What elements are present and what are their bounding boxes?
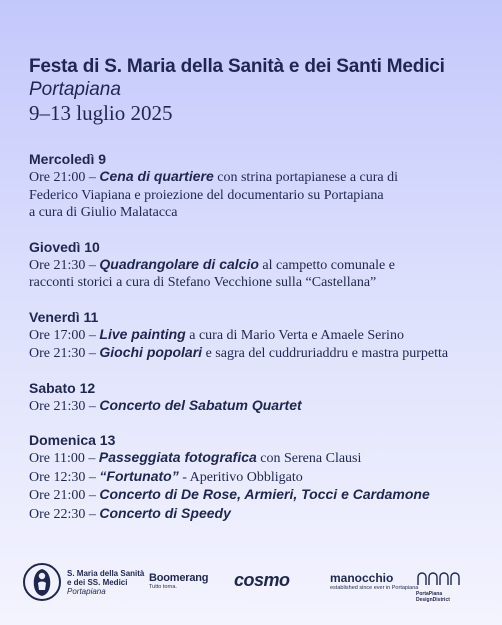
day-heading: Domenica 13 [29,432,116,448]
page-subtitle: Portapiana [29,79,121,100]
program-line [29,274,489,292]
program-line [29,256,489,275]
event-name: Cena di quartiere [99,168,214,184]
program-line [29,486,489,505]
event-time: Ore 12:30 – [29,469,100,485]
event-description: e sagra del cuddruriaddru e mastra purpetta [202,346,449,361]
event-description: Federico Viapiana e proiezione del documentario su Portapiana [29,187,384,203]
event-time: Ore 22:30 – [29,506,100,522]
event-time: Ore 21:30 – [29,257,100,273]
event-description: con strina portapianese a cura di [213,170,399,185]
program-line [29,505,489,524]
poster-header [29,55,489,126]
madonna-emblem-icon [22,562,62,602]
page-title: Festa di S. Maria della Sanità e dei Santi Medici [29,56,445,77]
boomerang-logo [149,572,208,590]
day-heading: Mercoledì 9 [29,151,107,167]
event-description: con Serena Clausi [256,451,362,466]
program-line [29,326,489,345]
organizer-line-3: Portapiana [67,586,106,596]
event-description: a cura di Giulio Malatacca [29,205,178,220]
main-organizer-logo [22,562,144,602]
manocchio-tagline: established since ever in Portapiana [330,585,419,591]
day-block [29,379,489,416]
program-line [29,449,489,468]
event-name: “Fortunato” [99,467,179,484]
program-line [29,344,489,363]
cosmo-logo: cosmo [234,570,290,590]
day-block [29,150,489,222]
event-time: Ore 21:00 – [29,170,100,185]
organizer-line-1: S. Maria della Sanità [67,568,145,578]
event-name: Concerto di De Rose, Armieri, Tocci e Cardamone [99,486,430,502]
day-heading: Venerdì 11 [29,308,99,325]
event-time: Ore 21:00 – [29,488,100,503]
event-description: racconti storici a cura di Stefano Vecchione sulla “Castellana” [29,275,377,290]
event-time: Ore 11:00 – [29,451,99,466]
district-line-1: PortaPiana [416,591,443,597]
event-name: Concerto del Sabatum Quartet [99,396,302,413]
program-list [29,150,489,539]
event-description: a cura di Mario Verta e Amaele Serino [185,327,404,343]
day-block [29,431,489,523]
boomerang-name: Boomerang [149,572,209,584]
program-line [29,468,489,487]
day-block [29,238,489,292]
event-description: al campetto comunale e [258,257,395,273]
day-block [29,308,489,363]
event-time: Ore 21:30 – [29,346,100,361]
program-line [29,204,489,222]
main-organizer-text [67,569,144,596]
portapiana-arches-icon [416,572,460,586]
event-time: Ore 21:30 – [29,398,100,414]
manocchio-logo [330,571,418,591]
event-description: - Aperitivo Obbligato [178,469,303,485]
boomerang-tagline: Tutto torna. [149,584,177,590]
event-name: Live painting [99,325,186,342]
program-line [29,168,489,187]
organizer-line-2: e dei SS. Medici [67,577,128,587]
event-name: Concerto di Speedy [99,504,231,521]
event-name: Passeggiata fotografica [98,449,257,465]
district-line-2: DesignDistrict [416,597,450,603]
event-dates: 9–13 luglio 2025 [29,101,173,125]
program-line [29,187,489,205]
day-heading: Giovedì 10 [29,238,100,255]
sponsor-footer [22,560,492,610]
manocchio-name: manocchio [330,571,394,585]
day-heading: Sabato 12 [29,379,96,396]
program-line [29,397,489,416]
portapiana-district-logo [416,572,460,603]
event-name: Giochi popolari [99,344,203,360]
event-name: Quadrangolare di calcio [99,255,259,272]
event-time: Ore 17:00 – [29,327,100,343]
